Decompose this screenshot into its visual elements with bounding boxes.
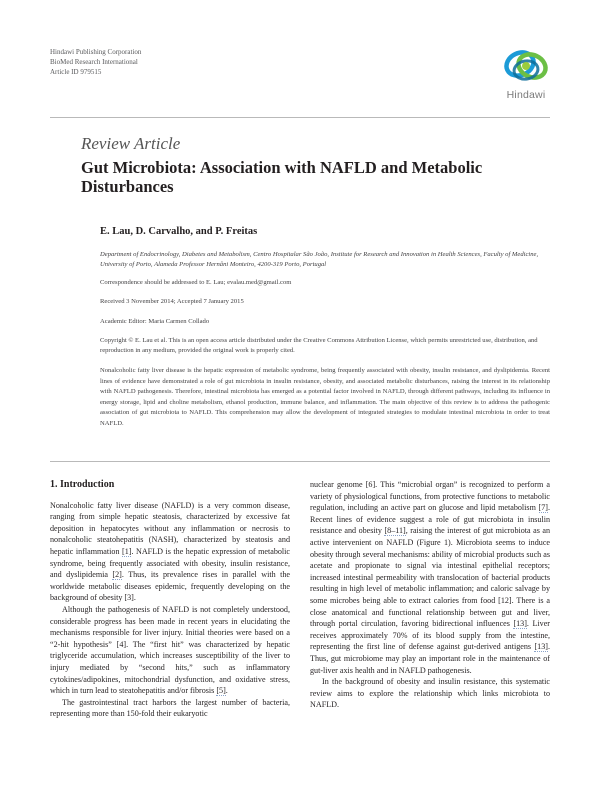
journal-name: BioMed Research International (50, 58, 138, 66)
affiliation: Department of Endocrinology, Diabetes and Metabolism, Centro Hospitalar São João, Institute for Research and Innovation in Health Sciences, Faculty of Medicine, University of Porto, Alameda Professor Hernâni Monteiro, 4200-319 Porto, Portugal (100, 251, 539, 268)
correspondence: Correspondence should be addressed to E. Lau; evalau.med@gmail.com (100, 279, 292, 286)
article-title: Gut Microbiota: Association with NAFLD and Metabolic Disturbances (81, 158, 483, 196)
logo-text: Hindawi (506, 89, 546, 101)
right-column (310, 479, 550, 711)
copyright: Copyright © E. Lau et al. This is an open access article distributed under the Creative Commons Attribution License, which permits unrestricted use, distribution, and reproduction in any medium, provided the original work is properly cited. (100, 337, 538, 354)
article-id: Article ID 979515 (50, 68, 102, 76)
abstract-divider (50, 461, 550, 462)
article-type: Review Article (81, 134, 181, 153)
publisher-info (50, 47, 141, 77)
received-dates: Received 3 November 2014; Accepted 7 January 2015 (100, 298, 244, 305)
paragraph: In the background of obesity and insulin resistance, this systematic review aims to explore the relationship which links microbiota to NAFLD. (310, 677, 550, 710)
paragraph: Nonalcoholic fatty liver disease (NAFLD) is a very common disease, ranging from simple hepatic steatosis, characterized by excessive fat deposition in hepatocytes without any inflammation or necrosis to nonalcoholic steatohepatitis (NASH), characterized by steatosis and hepatic inflammation [1]. NAFLD is the hepatic expression of metabolic syndrome, being frequently associated with obesity, insulin resistance, and dyslipidemia [2]. Thus, its prevalence rises in parallel with the worldwide metabolic diseases epidemic, frequently developing on the background of obesity [3]. (50, 500, 290, 603)
paragraph: nuclear genome [6]. This “microbial organ” is recognized to perform a variety of physiological functions, from protective functions to metabolic regulation, including an active part on glucose and lipid metabolism [7]. Recent lines of evidence suggest a role of gut microbiota in insulin resistance and obesity [8–11], raising the interest of gut microbiota as an active intervenient on NAFLD (Figure 1). Microbiota seems to induce obesity through several mechanisms: ability of microbial products such as acetate and propionate to signal via intestinal epithelial receptors; increased intestinal permeability with translocation of bacterial products resulting in high level of metabolic inflammation; and caloric salvage by some microbes being able to extract calories from food [12]. There is a close anatomical and functional relationship between gut and liver, through portal circulation, favoring bidirectional influences [13]. Liver receives approximately 70% of its blood supply from the intestine, representing the first line of defense against gut-derived antigens [13]. Thus, gut microbiome may play an important role in the maintenance of gut-liver axis health and in NAFLD pathogenesis. (310, 480, 551, 675)
left-column (50, 479, 290, 720)
citation-link[interactable]: [7] (538, 503, 548, 513)
header-divider (50, 117, 550, 118)
paragraph: Although the pathogenesis of NAFLD is not completely understood, considerable progress has been made in recent years in elucidating the mechanisms responsible for liver injury. Initial theories were based on a “2-hit hypothesis” [4]. The “first hit” was characterized by hepatic triglyceride accumulation, which increases susceptibility of the liver to injury mediated by “second hits,” such as inflammatory cytokines/adipokines, mitochondrial dysfunction, and oxidative stress, which in turn lead to steatohepatitis and/or fibrosis [5]. (50, 604, 290, 696)
citation-link[interactable]: [1] (122, 546, 132, 556)
abstract: Nonalcoholic fatty liver disease is the hepatic expression of metabolic syndrome, being frequently associated with obesity, insulin resistance, and dyslipidemia. Recent lines of evidence have demonstrated a role of gut microbiota in insulin resistance, obesity, and associated metabolic disturbances, raising the interest in its relationship with NAFLD pathogenesis. Therefore, intestinal microbiota has emerged as a potential factor involved in NAFLD, through different pathways, including its influence in energy storage, lipid and choline metabolism, ethanol production, immune balance, and inflammation. The main objective of this review is to address the pathogenic association of gut microbiota to NAFLD. This comprehension may allow the development of integrated strategies to modulate intestinal microbiota in order to treat NAFLD. (100, 367, 550, 427)
citation-link[interactable]: [2] (112, 570, 122, 580)
citation-link[interactable]: [8–11] (384, 526, 406, 536)
section-heading: 1. Introduction (50, 479, 115, 490)
paragraph: The gastrointestinal tract harbors the largest number of bacteria, representing more than 150-fold their eukaryotic (50, 697, 290, 719)
citation-link[interactable]: [5] (216, 686, 226, 696)
authors: E. Lau, D. Carvalho, and P. Freitas (100, 226, 258, 237)
citation-link[interactable]: [13] (513, 619, 527, 629)
academic-editor: Academic Editor: Maria Carmen Collado (100, 318, 210, 325)
publisher-name: Hindawi Publishing Corporation (50, 48, 142, 56)
citation-link[interactable]: [13] (534, 642, 548, 652)
